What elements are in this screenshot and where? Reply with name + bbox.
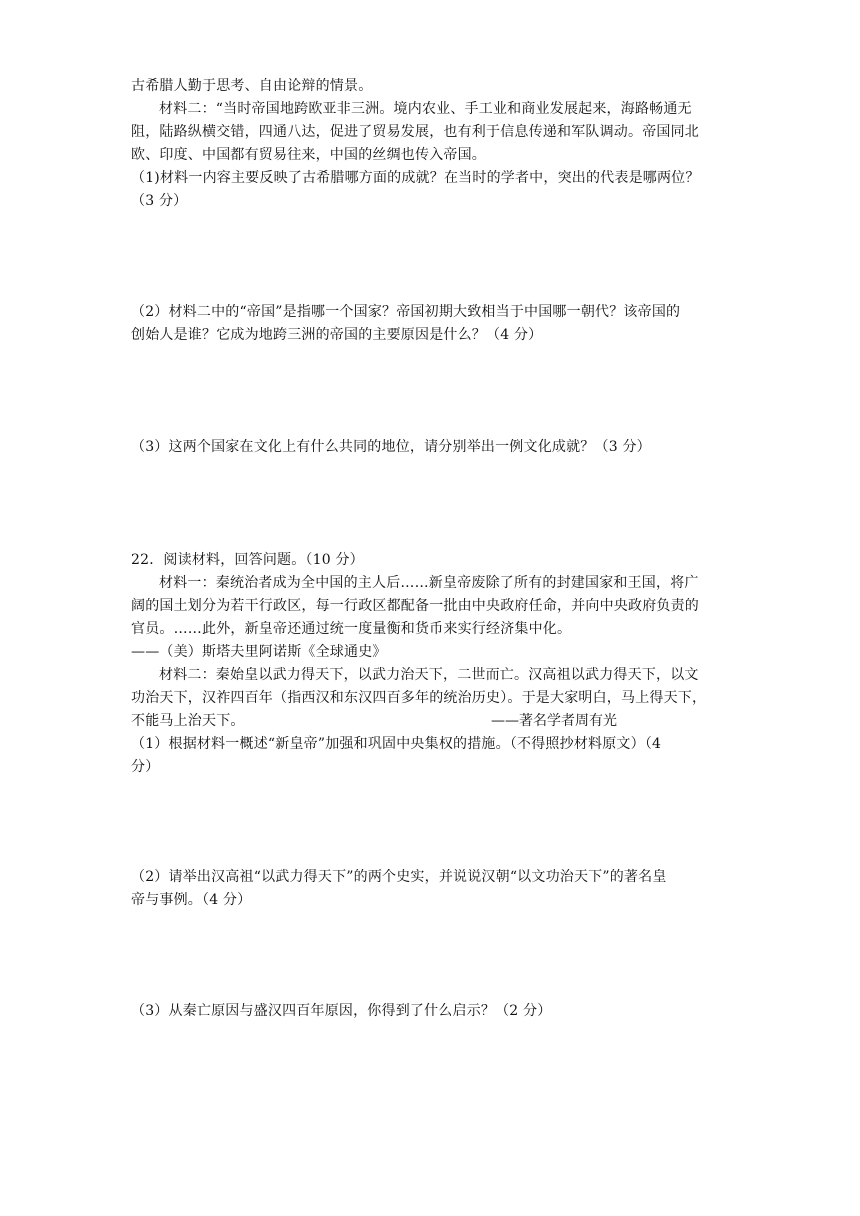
passage-line: 古希腊人勤于思考、自由论辩的情景。 [131, 78, 373, 94]
question-21-1: （1)材料一内容主要反映了古希腊哪方面的成就？在当时的学者中，突出的代表是哪两位？ [131, 170, 700, 186]
material-one-text: 材料一：秦统治者成为全中国的主人后……新皇帝废除了所有的封建国家和王国，将广 [159, 575, 699, 591]
question-21-2: （2）材料二中的“帝国”是指哪一个国家？帝国初期大致相当于中国哪一朝代？该帝国的 [131, 304, 681, 320]
question-22-1: （1）根据材料一概述“新皇帝”加强和巩固中央集权的措施。（不得照抄材料原文）（4 [131, 736, 662, 752]
material-two-source: ——著名学者周有光 [491, 713, 617, 729]
question-22-2: （2）请举出汉高祖“以武力得天下”的两个史实，并说说汉朝“以文功治天下”的著名皇 [131, 869, 667, 885]
material-two-text: 材料二：“当时帝国地跨欧亚非三洲。境内农业、手工业和商业发展起来，海路畅通无 [159, 101, 692, 117]
question-22-2-cont: 帝与事例。（4 分） [131, 892, 252, 908]
material-one-text: 官员。……此外，新皇帝还通过统一度量衡和货币来实行经济集中化。 [131, 621, 572, 637]
question-22-1-cont: 分） [131, 759, 160, 775]
material-two-text: 材料二：秦始皇以武力得天下，以武力治天下，二世而亡。汉高祖以武力得天下，以文 [159, 667, 699, 683]
question-22-heading: 22．阅读材料，回答问题。（10 分） [131, 552, 364, 568]
material-two-text: 欧、印度、中国都有贸易往来，中国的丝绸也传入帝国。 [131, 147, 486, 163]
material-two-text: 功治天下，汉祚四百年（指西汉和东汉四百多年的统治历史）。于是大家明白，马上得天下， [131, 690, 707, 706]
question-22-3: （3）从秦亡原因与盛汉四百年原因，你得到了什么启示？（2 分） [131, 1003, 552, 1019]
material-two-text: 阻，陆路纵横交错，四通八达，促进了贸易发展，也有利于信息传递和军队调动。帝国同北 [131, 124, 699, 140]
material-one-text: 阔的国土划分为若干行政区，每一行政区都配备一批由中央政府任命，并向中央政府负责的 [131, 598, 699, 614]
question-21-3: （3）这两个国家在文化上有什么共同的地位，请分别举出一例文化成就？（3 分） [131, 439, 651, 455]
material-two-text: 不能马上治天下。 [131, 713, 245, 729]
question-21-2-cont: 创始人是谁？它成为地跨三洲的帝国的主要原因是什么？（4 分） [131, 327, 543, 343]
question-21-1-score: （3 分） [131, 193, 188, 209]
material-one-source: ——（美）斯塔夫里阿诺斯《全球通史》 [131, 644, 387, 660]
